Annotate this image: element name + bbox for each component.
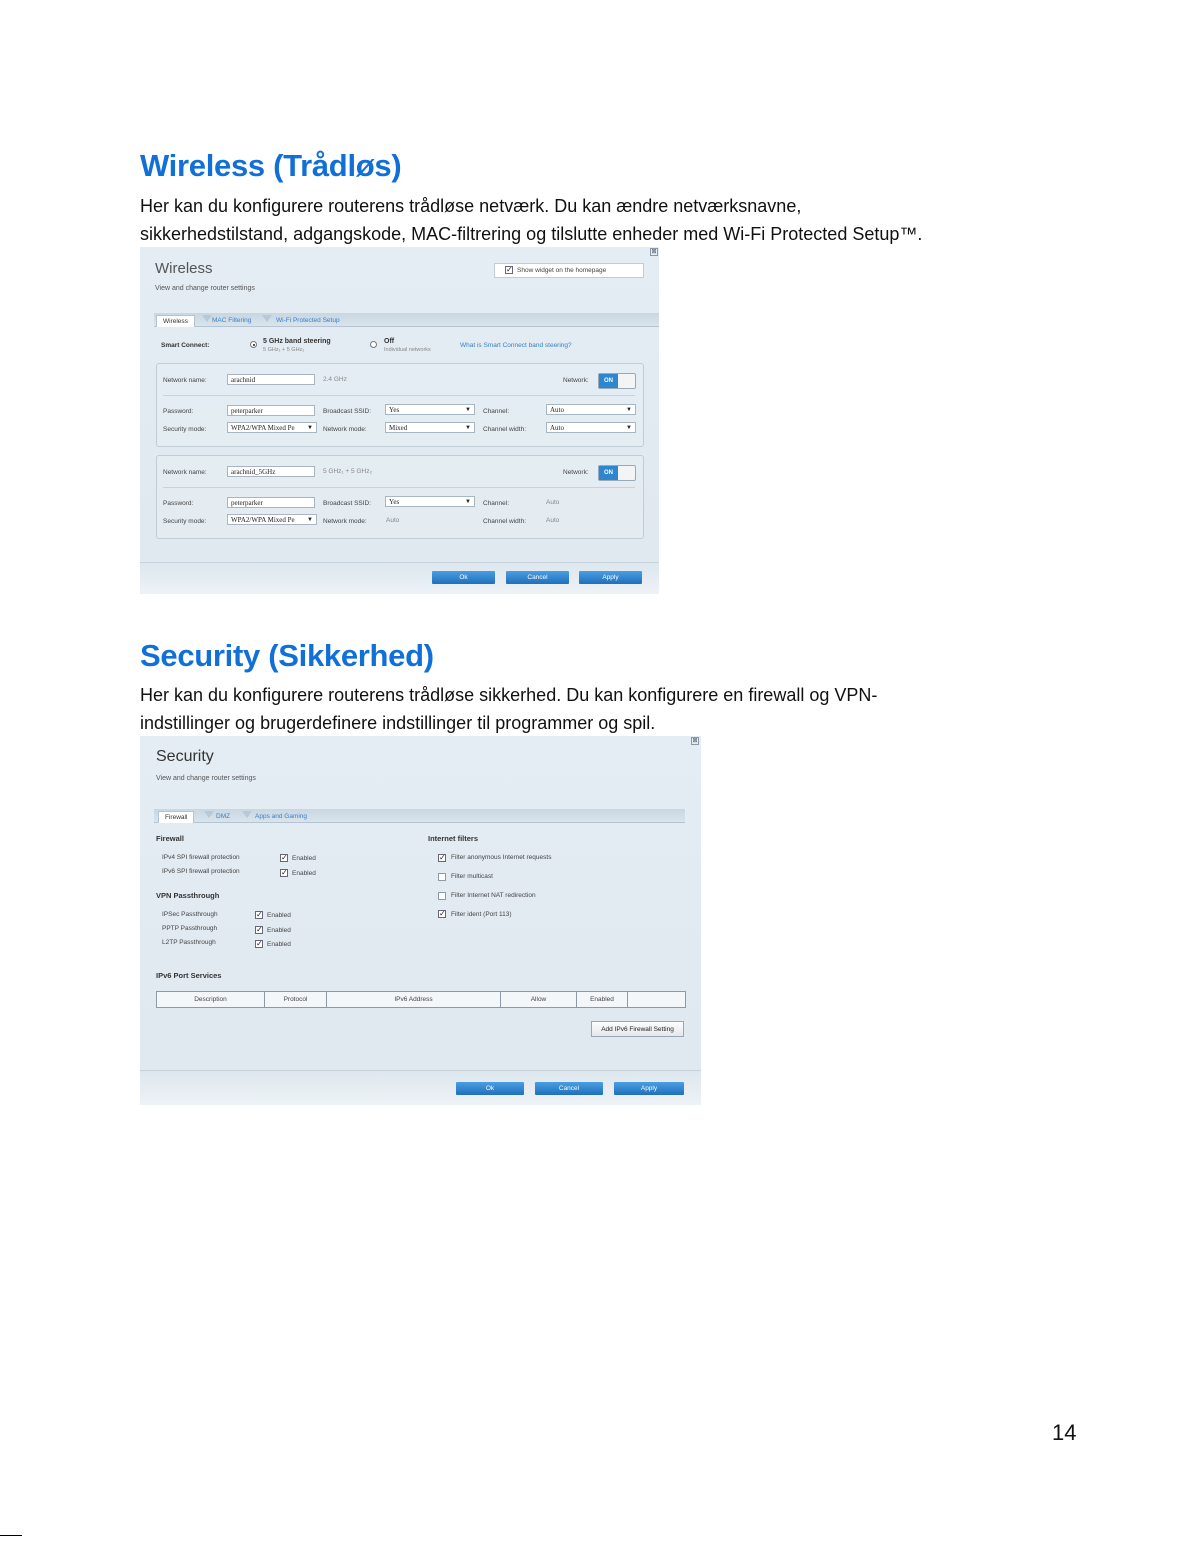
channel-value: Auto	[550, 406, 564, 414]
security-footer	[140, 1070, 701, 1105]
tab-firewall[interactable]: Firewall	[158, 811, 194, 823]
security-mode-value: WPA2/WPA Mixed Pe	[231, 424, 295, 432]
network-mode-value: Mixed	[389, 424, 408, 432]
channel-width-label: Channel width:	[483, 426, 526, 433]
channel-width-label: Channel width:	[483, 518, 526, 525]
security-heading: Security (Sikkerhed)	[140, 638, 434, 673]
column-header: Enabled	[577, 992, 628, 1007]
band-label: 2.4 GHz	[323, 376, 347, 383]
steering-option-title: 5 GHz band steering	[263, 338, 331, 345]
dropdown-arrow-icon: ▼	[626, 407, 632, 413]
network-name-input[interactable]: arachnid_5GHz	[227, 466, 315, 477]
security-description	[140, 681, 1100, 737]
l2tp-checkbox[interactable]: ✓	[256, 939, 263, 948]
network-24ghz-box	[156, 363, 644, 447]
dropdown-arrow-icon: ▼	[465, 499, 471, 505]
column-header	[628, 992, 685, 1007]
channel-label: Channel:	[483, 408, 510, 415]
wireless-panel-title: Wireless	[155, 260, 213, 277]
ok-button[interactable]: Ok	[456, 1082, 524, 1095]
l2tp-label: L2TP Passthrough	[162, 939, 216, 946]
tab-mac-filtering[interactable]: MAC Filtering	[212, 317, 252, 324]
wireless-screenshot	[140, 247, 659, 594]
broadcast-ssid-value: Yes	[389, 406, 400, 414]
security-mode-label: Security mode:	[163, 426, 207, 433]
network-mode-label: Network mode:	[323, 426, 367, 433]
channel-width-value: Auto	[550, 424, 564, 432]
internet-filters-heading: Internet filters	[428, 834, 479, 843]
network-mode-select[interactable]	[385, 422, 475, 433]
password-label: Password:	[163, 408, 194, 415]
column-header: Description	[157, 992, 265, 1007]
dropdown-arrow-icon: ▼	[626, 425, 632, 431]
apply-button[interactable]: Apply	[614, 1082, 684, 1095]
network-name-label: Network name:	[163, 469, 207, 476]
show-widget-checkbox[interactable]: ✓	[506, 265, 513, 274]
filter-nat-redirection-label: Filter Internet NAT redirection	[451, 892, 536, 899]
security-mode-select[interactable]	[227, 514, 317, 525]
network-mode-value: Auto	[386, 517, 400, 524]
network-toggle-label: Network:	[563, 377, 589, 384]
show-widget-option[interactable]	[494, 263, 644, 278]
steering-option-sub: 5 GHz₁ + 5 GHz₂	[263, 347, 305, 353]
cancel-button[interactable]: Cancel	[506, 571, 569, 584]
divider	[163, 487, 635, 488]
column-header: Allow	[501, 992, 577, 1007]
security-desc-line1: Her kan du konfigurere routerens trådløse sikkerhed. Du kan konfigurere en firewall og VPN-	[140, 685, 878, 705]
filter-multicast-checkbox[interactable]	[438, 873, 446, 881]
toggle-on-label: ON	[599, 374, 618, 388]
ipv4-firewall-checkbox[interactable]: ✓	[281, 853, 288, 862]
pptp-checkbox[interactable]: ✓	[256, 925, 263, 934]
wireless-heading: Wireless (Trådløs)	[140, 148, 402, 183]
broadcast-ssid-select[interactable]	[385, 404, 475, 415]
filter-anonymous-checkbox[interactable]: ✓	[439, 853, 446, 862]
ipv6-firewall-label: IPv6 SPI firewall protection	[162, 868, 240, 875]
show-widget-label: Show widget on the homepage	[517, 267, 607, 274]
close-icon[interactable]: ⊠	[692, 738, 698, 744]
channel-width-value: Auto	[546, 517, 560, 524]
dropdown-arrow-icon: ▼	[465, 425, 471, 431]
channel-value: Auto	[546, 499, 560, 506]
ipv6-firewall-checkbox[interactable]: ✓	[281, 868, 288, 877]
footer-rule	[0, 1535, 22, 1536]
off-option-sub: Individual networks	[384, 347, 431, 353]
add-ipv6-firewall-setting-button[interactable]: Add IPv6 Firewall Setting	[591, 1021, 684, 1037]
tab-dmz[interactable]: DMZ	[216, 813, 231, 820]
enabled-label: Enabled	[292, 870, 316, 877]
enabled-label: Enabled	[267, 912, 291, 919]
smart-connect-label: Smart Connect:	[161, 342, 210, 349]
apply-button[interactable]: Apply	[579, 571, 642, 584]
network-mode-label: Network mode:	[323, 518, 367, 525]
password-input[interactable]: peterparker	[227, 405, 315, 416]
network-name-input[interactable]: arachnid	[227, 374, 315, 385]
security-tab-bar	[154, 809, 685, 823]
tab-apps-and-gaming[interactable]: Apps and Gaming	[255, 813, 308, 820]
dropdown-arrow-icon: ▼	[465, 407, 471, 413]
filter-anonymous-label: Filter anonymous Internet requests	[451, 854, 552, 861]
divider	[163, 395, 635, 396]
password-label: Password:	[163, 500, 194, 507]
ok-button[interactable]: Ok	[432, 571, 495, 584]
network-name-label: Network name:	[163, 377, 207, 384]
filter-ident-checkbox[interactable]: ✓	[439, 909, 446, 918]
dropdown-arrow-icon: ▼	[307, 425, 313, 431]
toggle-on-label: ON	[599, 466, 618, 480]
network-toggle-label: Network:	[563, 469, 589, 476]
broadcast-ssid-label: Broadcast SSID:	[323, 500, 372, 507]
band-label: 5 GHz₁ + 5 GHz₂	[323, 468, 372, 475]
security-desc-line2: indstillinger og brugerdefinere indstillinger til programmer og spil.	[140, 713, 656, 733]
ipv6-port-services-heading: IPv6 Port Services	[156, 971, 222, 980]
smart-connect-steering-radio[interactable]	[250, 341, 257, 348]
password-input[interactable]: peterparker	[227, 497, 315, 508]
wireless-tab-bar	[154, 313, 659, 327]
security-mode-value: WPA2/WPA Mixed Pe	[231, 516, 295, 524]
ipsec-label: IPSec Passthrough	[162, 911, 218, 918]
ipsec-checkbox[interactable]: ✓	[256, 910, 263, 919]
firewall-heading: Firewall	[156, 834, 184, 843]
tab-wireless[interactable]: Wireless	[156, 315, 195, 327]
security-panel-subtitle: View and change router settings	[156, 775, 256, 782]
channel-select[interactable]	[546, 404, 636, 415]
wireless-panel-subtitle: View and change router settings	[155, 285, 255, 292]
broadcast-ssid-label: Broadcast SSID:	[323, 408, 372, 415]
wireless-footer	[140, 562, 659, 594]
column-header: Protocol	[265, 992, 327, 1007]
wireless-desc-line1: Her kan du konfigurere routerens trådløse netværk. Du kan ændre netværksnavne,	[140, 196, 802, 216]
wireless-desc-line2: sikkerhedstilstand, adgangskode, MAC-filtrering og tilslutte enheder med Wi-Fi Protected Setup™.	[140, 224, 923, 244]
security-mode-label: Security mode:	[163, 518, 207, 525]
broadcast-ssid-select[interactable]	[385, 496, 475, 507]
close-icon[interactable]: ⊠	[651, 249, 657, 255]
security-screenshot	[140, 736, 701, 1105]
tab-wi-fi-protected-setup[interactable]: Wi-Fi Protected Setup	[276, 317, 340, 324]
smart-connect-off-radio[interactable]	[370, 341, 377, 348]
off-option-title: Off	[384, 338, 395, 345]
enabled-label: Enabled	[267, 927, 291, 934]
network-toggle[interactable]	[598, 373, 636, 389]
filter-multicast-label: Filter multicast	[451, 873, 493, 880]
channel-label: Channel:	[483, 500, 510, 507]
ipv6-port-services-table-header	[156, 991, 686, 1008]
smart-connect-help-link[interactable]: What is Smart Connect band steering?	[460, 342, 572, 349]
cancel-button[interactable]: Cancel	[535, 1082, 603, 1095]
dropdown-arrow-icon: ▼	[307, 517, 313, 523]
page-number: 14	[1052, 1420, 1077, 1445]
vpn-passthrough-heading: VPN Passthrough	[156, 891, 220, 900]
column-header: IPv6 Address	[327, 992, 501, 1007]
pptp-label: PPTP Passthrough	[162, 925, 218, 932]
enabled-label: Enabled	[267, 941, 291, 948]
filter-nat-redirection-checkbox[interactable]	[438, 892, 446, 900]
network-5ghz-box	[156, 455, 644, 539]
network-toggle[interactable]	[598, 465, 636, 481]
filter-ident-label: Filter ident (Port 113)	[451, 911, 512, 918]
ipv4-firewall-label: IPv4 SPI firewall protection	[162, 854, 240, 861]
broadcast-ssid-value: Yes	[389, 498, 400, 506]
security-panel-title: Security	[156, 748, 214, 765]
channel-width-select[interactable]	[546, 422, 636, 433]
enabled-label: Enabled	[292, 855, 316, 862]
security-mode-select[interactable]	[227, 422, 317, 433]
wireless-description	[140, 192, 1100, 248]
